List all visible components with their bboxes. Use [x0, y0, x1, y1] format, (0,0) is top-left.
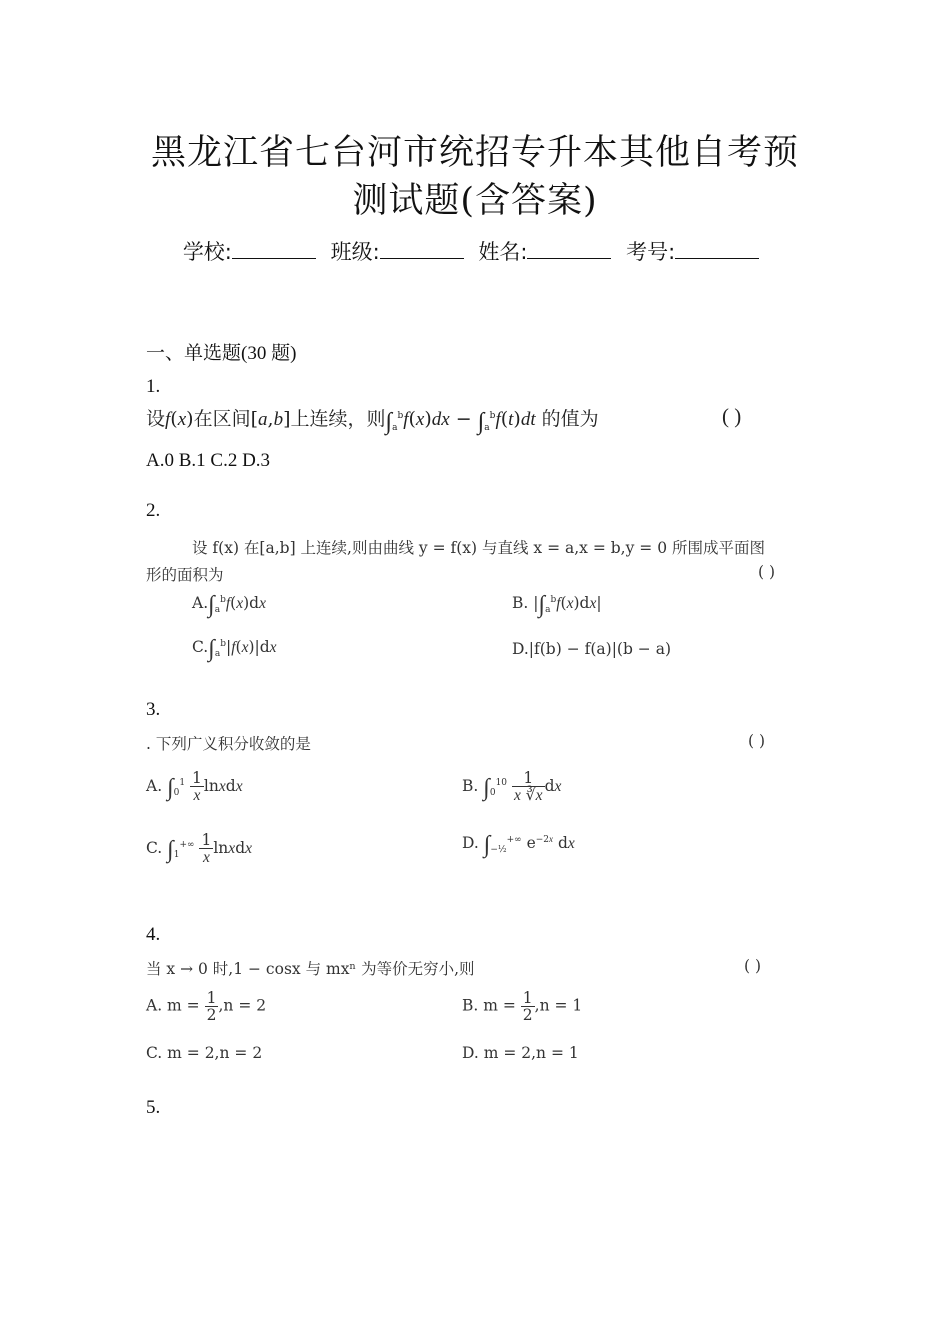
- question-1-options: A.0 B.1 C.2 D.3: [146, 450, 271, 471]
- question-1-answer-parentheses: ( ): [722, 404, 742, 428]
- question-3-option-a: A. $\int_0^1$ $\frac{1}{x}$ lnxdx: [146, 769, 243, 804]
- question-5-number: 5.: [146, 1097, 161, 1118]
- school-label: 学校:: [182, 240, 232, 264]
- name-label: 姓名:: [478, 240, 528, 264]
- question-1-stem: 设f(x)在区间[a,b]上连续，则$\int_a^bf(x)dx - \int_a^bf(t)dt$ 的值为: [146, 408, 599, 435]
- question-4-option-d: D. m = 2,n = 1: [462, 1044, 579, 1062]
- question-3-option-c: C. $\int_1^{+\infty}$ $\frac{1}{x}$ lnxdx: [146, 831, 253, 866]
- school-blank: [232, 240, 316, 259]
- number-label: 考号:: [626, 240, 676, 264]
- question-3-answer-parentheses: ( ): [748, 732, 766, 750]
- question-2-answer-parentheses: ( ): [758, 563, 776, 581]
- question-2-option-c: $C.\int_a^b|f(x)|dx$: [192, 636, 277, 662]
- section-heading: 一、单选题(30 题): [146, 343, 297, 364]
- question-4-answer-parentheses: ( ): [744, 957, 762, 975]
- question-3-option-b: B. $\int_0^{10}$ $\frac{1}{x ∛x}$ dx: [462, 769, 562, 804]
- student-info-line: [0, 236, 950, 266]
- question-3-stem: . 下列广义积分收敛的是: [146, 735, 311, 753]
- name-blank: [527, 240, 611, 259]
- question-2-option-b: B. $|\int_a^bf(x)dx|$: [512, 592, 602, 618]
- document-title-line-1: 黑龙江省七台河市统招专升本其他自考预: [150, 133, 799, 173]
- class-label: 班级:: [330, 240, 380, 264]
- question-2-stem-line-1: 设 f(x) 在[a,b] 上连续,则由曲线 y = f(x) 与直线 x = a,x = b,y = 0 所围成平面图: [192, 539, 765, 557]
- question-1-number: 1.: [146, 376, 161, 397]
- question-2-option-d: D.|f(b) − f(a)|(b − a): [512, 640, 672, 658]
- question-4-option-c: C. m = 2,n = 2: [146, 1044, 263, 1062]
- question-4-stem: 当 x → 0 时,1 − cosx 与 mxⁿ 为等价无穷小,则: [146, 960, 475, 978]
- question-2-number: 2.: [146, 500, 161, 521]
- document-title-line-2: 测试题(含答案): [352, 181, 598, 221]
- question-3-option-d: D. $\int_{-\frac{1}{2}}^{+\infty}$ $e^{-2x}$ dx: [462, 832, 575, 858]
- question-3-number: 3.: [146, 699, 161, 720]
- question-4-option-a: A. m = $\frac{1}{2}$ ,n = 2: [146, 989, 267, 1024]
- question-2-option-a: $A.\int_a^bf(x)dx$: [192, 592, 266, 618]
- question-2-stem-line-2: 形的面积为: [146, 566, 224, 584]
- question-4-option-b: B. m = $\frac{1}{2}$ ,n = 1: [462, 989, 583, 1024]
- number-blank: [675, 240, 759, 259]
- class-blank: [380, 240, 464, 259]
- question-4-number: 4.: [146, 924, 161, 945]
